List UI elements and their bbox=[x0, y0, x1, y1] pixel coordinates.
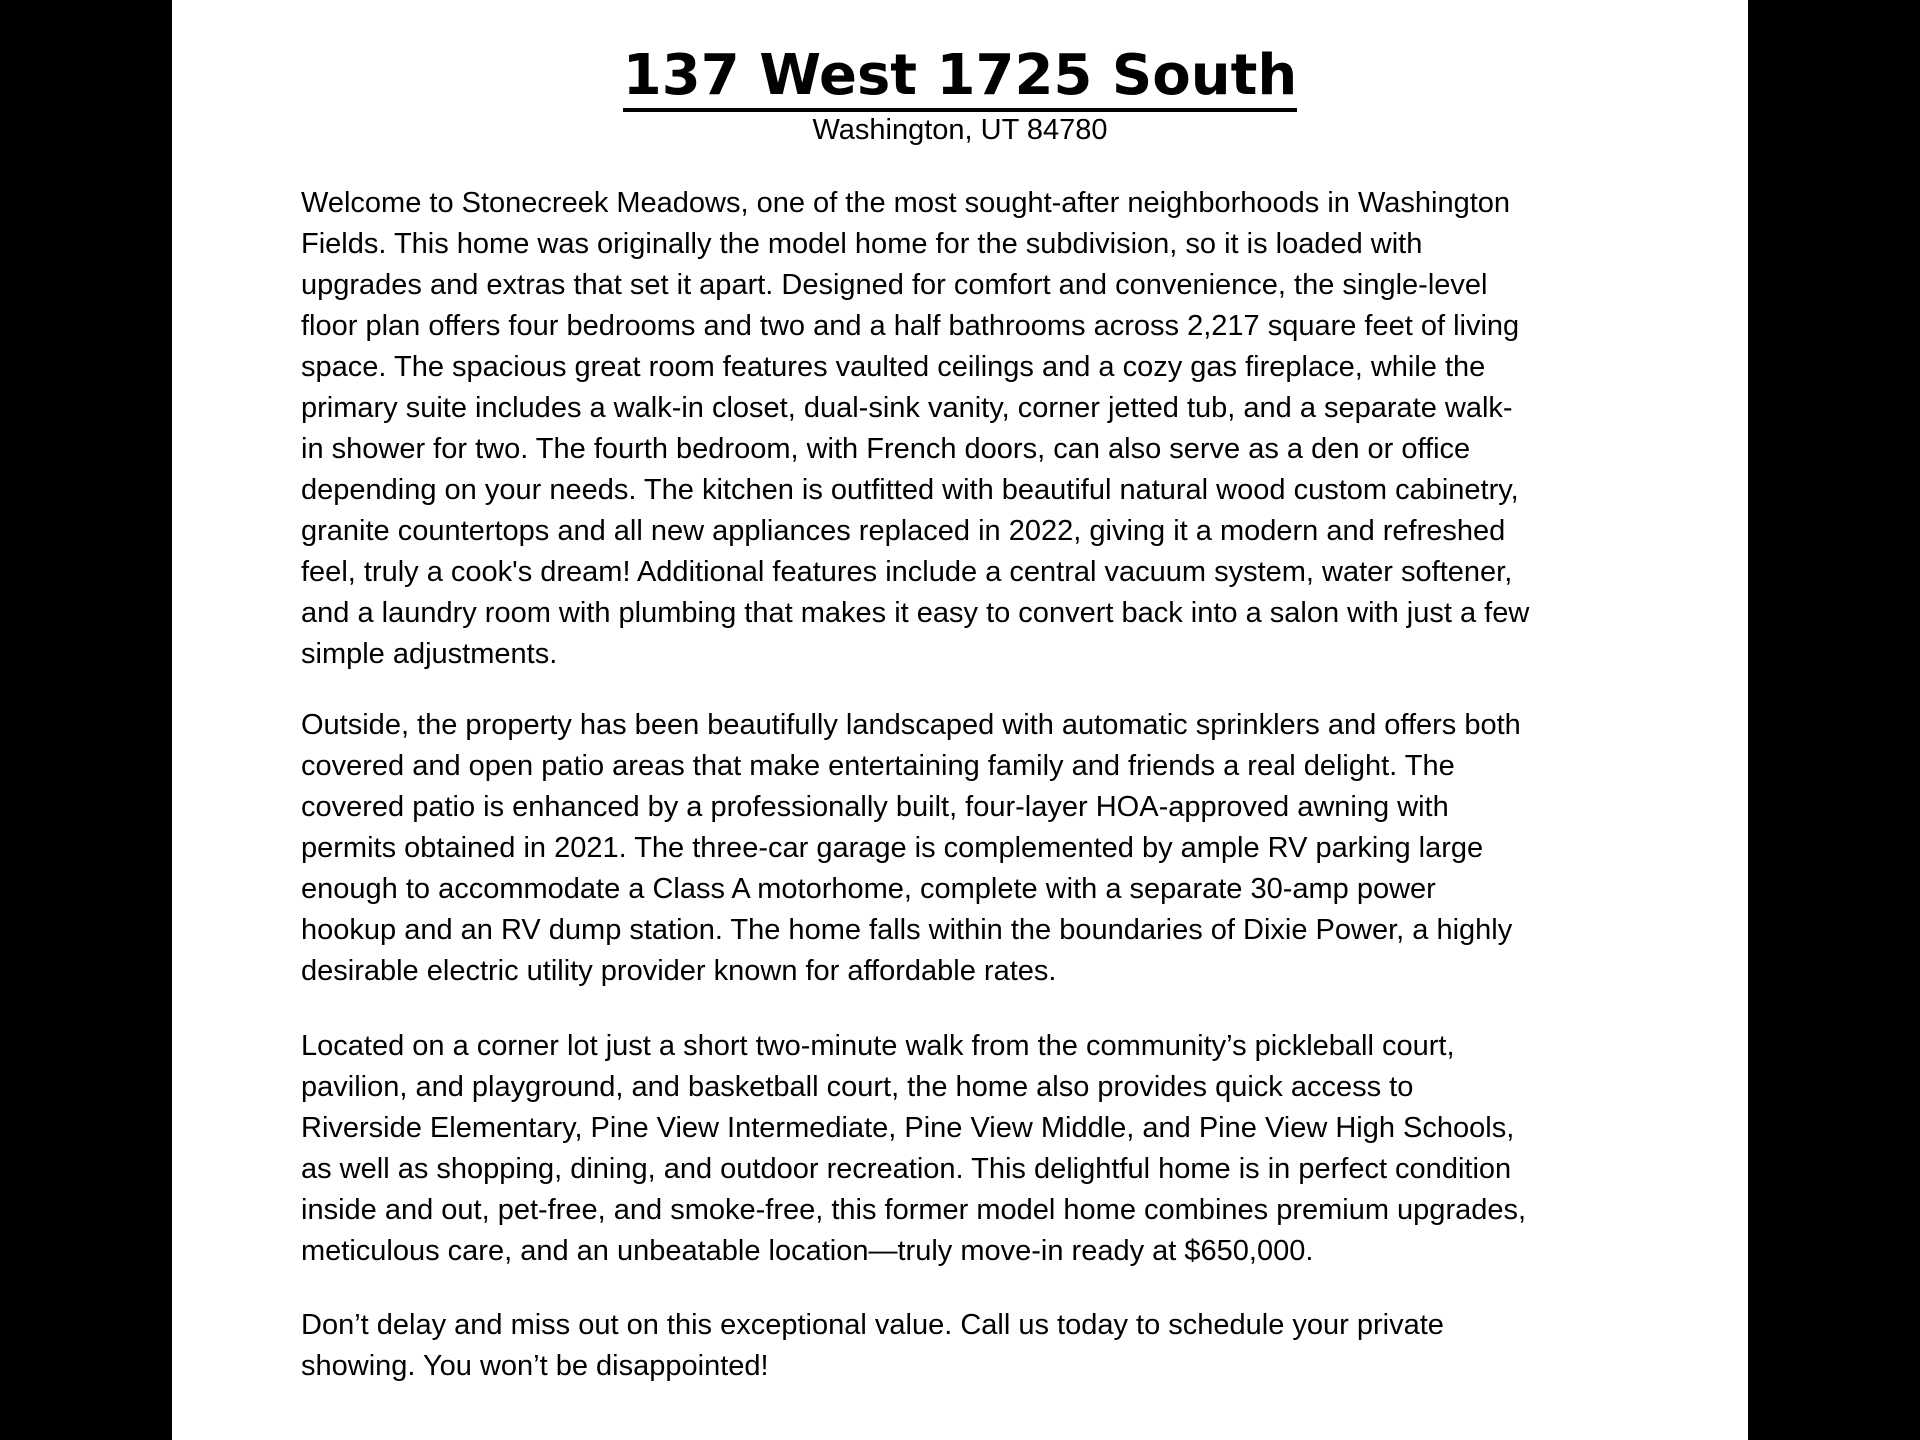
paragraph-line: feel, truly a cook's dream! Additional features include a central vacuum system, water softener, bbox=[301, 556, 1513, 588]
paragraph-line: Welcome to Stonecreek Meadows, one of the most sought-after neighborhoods in Washington bbox=[301, 187, 1511, 219]
paragraph-2 bbox=[301, 705, 1631, 992]
paragraph-line: in shower for two. The fourth bedroom, with French doors, can also serve as a den or office bbox=[301, 433, 1471, 465]
paragraph-line: permits obtained in 2021. The three-car garage is complemented by ample RV parking large bbox=[301, 832, 1484, 864]
page-subtitle: Washington, UT 84780 bbox=[812, 114, 1108, 146]
paragraph-line: covered patio is enhanced by a professionally built, four-layer HOA-approved awning with bbox=[301, 791, 1449, 823]
paragraph-line: primary suite includes a walk-in closet, dual-sink vanity, corner jetted tub, and a separate walk- bbox=[301, 392, 1513, 424]
page-title bbox=[172, 38, 1748, 114]
paragraph-line: enough to accommodate a Class A motorhome, complete with a separate 30-amp power bbox=[301, 873, 1436, 905]
paragraph-line: covered and open patio areas that make entertaining family and friends a real delight. The bbox=[301, 750, 1455, 782]
paragraph-line: showing. You won’t be disappointed! bbox=[301, 1350, 769, 1382]
paragraph-line: meticulous care, and an unbeatable location—truly move-in ready at $650,000. bbox=[301, 1235, 1314, 1267]
paragraph-line: Fields. This home was originally the model home for the subdivision, so it is loaded with bbox=[301, 228, 1423, 260]
paragraph-line: upgrades and extras that set it apart. Designed for comfort and convenience, the single-level bbox=[301, 269, 1488, 301]
paragraph-line: simple adjustments. bbox=[301, 638, 558, 670]
document-page bbox=[172, 0, 1748, 1440]
paragraph-line: desirable electric utility provider known for affordable rates. bbox=[301, 955, 1057, 987]
paragraph-line: Located on a corner lot just a short two-minute walk from the community’s pickleball court, bbox=[301, 1030, 1455, 1062]
paragraph-line: granite countertops and all new appliances replaced in 2022, giving it a modern and refreshed bbox=[301, 515, 1506, 547]
paragraph-line: depending on your needs. The kitchen is outfitted with beautiful natural wood custom cabinetry, bbox=[301, 474, 1519, 506]
paragraph-line: Outside, the property has been beautifully landscaped with automatic sprinklers and offers both bbox=[301, 709, 1521, 741]
paragraph-line: Riverside Elementary, Pine View Intermediate, Pine View Middle, and Pine View High Schools, bbox=[301, 1112, 1515, 1144]
paragraph-1 bbox=[301, 183, 1631, 675]
paragraph-line: floor plan offers four bedrooms and two and a half bathrooms across 2,217 square feet of living bbox=[301, 310, 1520, 342]
paragraph-line: Don’t delay and miss out on this exceptional value. Call us today to schedule your private bbox=[301, 1309, 1444, 1341]
paragraph-4 bbox=[301, 1305, 1631, 1387]
paragraph-3 bbox=[301, 1026, 1631, 1272]
paragraph-line: hookup and an RV dump station. The home falls within the boundaries of Dixie Power, a highly bbox=[301, 914, 1513, 946]
paragraph-line: space. The spacious great room features vaulted ceilings and a cozy gas fireplace, while the bbox=[301, 351, 1486, 383]
paragraph-line: inside and out, pet-free, and smoke-free, this former model home combines premium upgrades, bbox=[301, 1194, 1527, 1226]
paragraph-line: as well as shopping, dining, and outdoor recreation. This delightful home is in perfect condition bbox=[301, 1153, 1512, 1185]
paragraph-line: pavilion, and playground, and basketball court, the home also provides quick access to bbox=[301, 1071, 1414, 1103]
paragraph-line: and a laundry room with plumbing that makes it easy to convert back into a salon with just a few bbox=[301, 597, 1530, 629]
page-title-text: 137 West 1725 South bbox=[623, 43, 1297, 112]
